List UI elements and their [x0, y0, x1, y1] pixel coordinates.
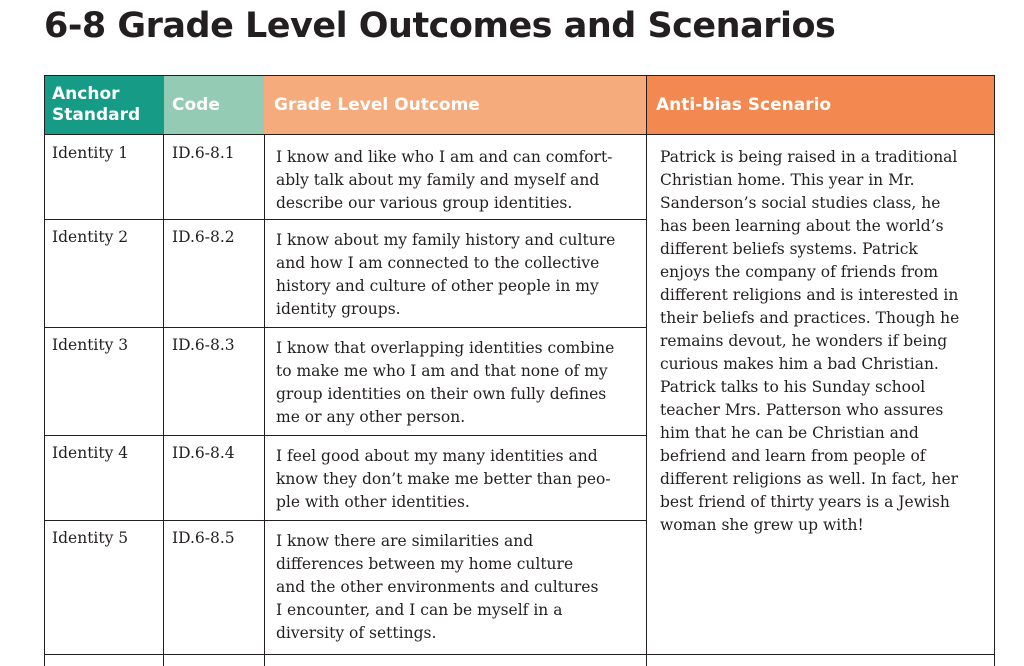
scenario-line: different religions and is interested in	[660, 286, 959, 304]
grid-line	[44, 219, 647, 220]
scenario-line: befriend and learn from people of	[660, 447, 926, 465]
header-scenario-label: Anti-bias Scenario	[656, 94, 832, 115]
anchor-standard-cell: Identity 5	[52, 529, 129, 547]
scenario-line: teacher Mrs. Patterson who assures	[660, 401, 944, 419]
outcome-cell	[276, 445, 644, 514]
outcome-line: history and culture of other people in my	[276, 277, 599, 295]
outcome-line: know they don’t make me better than peo-	[276, 470, 611, 488]
outcome-cell	[276, 229, 644, 321]
outcome-line: me or any other person.	[276, 408, 466, 426]
outcome-line: describe our various group identities.	[276, 194, 573, 212]
scenario-line: has been learning about the world’s	[660, 217, 944, 235]
outcome-line: ably talk about my family and myself and	[276, 171, 600, 189]
outcome-cell	[276, 146, 644, 215]
grid-line	[163, 134, 164, 666]
scenario-line: best friend of thirty years is a Jewish	[660, 493, 950, 511]
outcome-line: I know about my family history and culture	[276, 231, 616, 249]
scenario-line: enjoys the company of friends from	[660, 263, 939, 281]
header-anti-bias-scenario	[646, 76, 995, 134]
outcome-line: diversity of settings.	[276, 624, 437, 642]
outcome-line: and how I am connected to the collective	[276, 254, 600, 272]
scenario-line: different religions as well. In fact, her	[660, 470, 959, 488]
header-anchor-standard	[44, 76, 164, 134]
outcome-cell	[276, 530, 644, 645]
code-cell: ID.6-8.4	[172, 444, 235, 462]
scenario-line: him that he can be Christian and	[660, 424, 919, 442]
outcome-cell	[276, 337, 644, 429]
outcome-line: I know and like who I am and can comfort-	[276, 148, 613, 166]
scenario-line: Patrick is being raised in a traditional	[660, 148, 958, 166]
anchor-standard-cell: Identity 2	[52, 228, 129, 246]
header-code-label: Code	[172, 94, 220, 115]
scenario-line: different beliefs systems. Patrick	[660, 240, 918, 258]
outcome-line: group identities on their own fully defines	[276, 385, 607, 403]
code-cell: ID.6-8.5	[172, 529, 235, 547]
grid-line	[44, 435, 647, 436]
scenario-line: Sanderson’s social studies class, he	[660, 194, 941, 212]
grid-line	[44, 520, 647, 521]
outcome-line: identity groups.	[276, 300, 401, 318]
grid-line	[44, 76, 45, 666]
anchor-standard-cell: Identity 3	[52, 336, 129, 354]
grid-line	[44, 327, 647, 328]
grid-line	[44, 134, 995, 135]
scenario-line: remains devout, he wonders if being	[660, 332, 948, 350]
grid-line	[44, 654, 995, 655]
page-title: 6-8 Grade Level Outcomes and Scenarios	[44, 6, 836, 46]
outcome-line: to make me who I am and that none of my	[276, 362, 608, 380]
scenario-line: Patrick talks to his Sunday school	[660, 378, 926, 396]
code-cell: ID.6-8.1	[172, 144, 235, 162]
grid-line	[994, 76, 995, 666]
outcome-line: I encounter, and I can be myself in a	[276, 601, 563, 619]
grid-line	[264, 134, 265, 666]
anchor-standard-cell: Identity 1	[52, 144, 129, 162]
scenario-line: woman she grew up with!	[660, 516, 864, 534]
outcome-line: I feel good about my many identities and	[276, 447, 598, 465]
outcome-line: I know that overlapping identities combine	[276, 339, 615, 357]
outcome-line: ple with other identities.	[276, 493, 470, 511]
code-cell: ID.6-8.3	[172, 336, 235, 354]
header-anchor-label: Anchor Standard	[52, 84, 141, 125]
scenario-line: curious makes him a bad Christian.	[660, 355, 939, 373]
header-grade-level-outcome	[264, 76, 646, 134]
outcomes-table	[44, 75, 995, 666]
grid-line	[646, 76, 647, 666]
outcome-line: and the other environments and cultures	[276, 578, 599, 596]
scenario-line: their beliefs and practices. Though he	[660, 309, 960, 327]
header-outcome-label: Grade Level Outcome	[274, 94, 480, 115]
header-code	[164, 76, 264, 134]
outcome-line: I know there are similarities and	[276, 532, 534, 550]
code-cell: ID.6-8.2	[172, 228, 235, 246]
anti-bias-scenario-text	[660, 146, 990, 537]
scenario-line: Christian home. This year in Mr.	[660, 171, 915, 189]
anchor-standard-cell: Identity 4	[52, 444, 129, 462]
outcome-line: differences between my home culture	[276, 555, 574, 573]
